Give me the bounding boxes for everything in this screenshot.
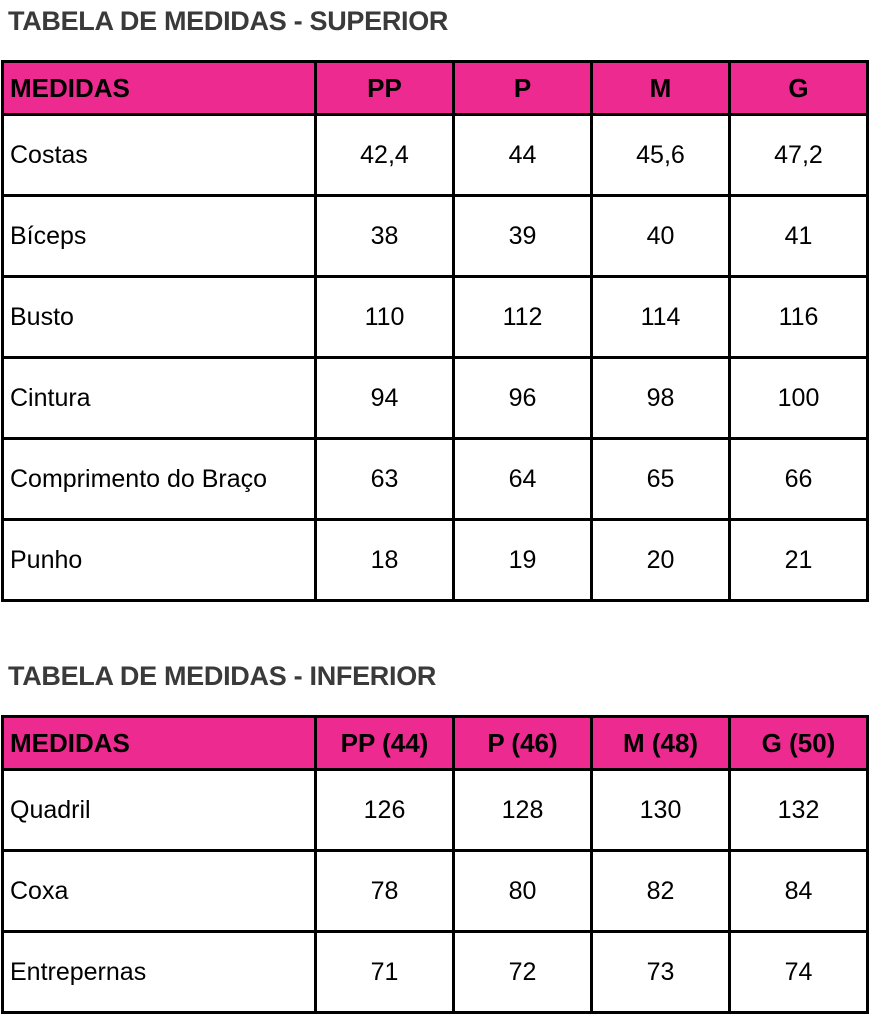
measure-cell: 80 (454, 851, 592, 932)
title-inferior: TABELA DE MEDIDAS - INFERIOR (8, 661, 437, 691)
measure-cell: 74 (730, 932, 868, 1013)
measure-cell: 21 (730, 520, 868, 601)
row-label: Bíceps (3, 196, 316, 277)
measure-cell: 130 (592, 770, 730, 851)
measure-cell: 73 (592, 932, 730, 1013)
measure-cell: 38 (316, 196, 454, 277)
measure-cell: 132 (730, 770, 868, 851)
table-row (3, 196, 868, 277)
measure-cell: 39 (454, 196, 592, 277)
row-label: Costas (3, 115, 316, 196)
measure-cell: 18 (316, 520, 454, 601)
header-cell-size: P (46) (454, 717, 592, 770)
measure-cell: 96 (454, 358, 592, 439)
measure-cell: 40 (592, 196, 730, 277)
header-cell-size: G (50) (730, 717, 868, 770)
header-row (3, 62, 868, 115)
row-label: Busto (3, 277, 316, 358)
measure-cell: 66 (730, 439, 868, 520)
row-label: Coxa (3, 851, 316, 932)
header-cell-size: M (48) (592, 717, 730, 770)
measure-cell: 45,6 (592, 115, 730, 196)
measure-cell: 41 (730, 196, 868, 277)
row-label: Punho (3, 520, 316, 601)
title-superior: TABELA DE MEDIDAS - SUPERIOR (8, 6, 449, 36)
measure-cell: 78 (316, 851, 454, 932)
table-row (3, 115, 868, 196)
measure-cell: 94 (316, 358, 454, 439)
measure-cell: 64 (454, 439, 592, 520)
row-label: Quadril (3, 770, 316, 851)
measure-cell: 44 (454, 115, 592, 196)
row-label: Comprimento do Braço (3, 439, 316, 520)
header-cell-medidas: MEDIDAS (3, 717, 316, 770)
table-row (3, 851, 868, 932)
measure-cell: 47,2 (730, 115, 868, 196)
measure-cell: 110 (316, 277, 454, 358)
header-cell-size: PP (44) (316, 717, 454, 770)
measure-cell: 82 (592, 851, 730, 932)
table-row (3, 770, 868, 851)
table-superior (1, 60, 869, 602)
header-cell-size: G (730, 62, 868, 115)
table-row (3, 520, 868, 601)
measure-cell: 19 (454, 520, 592, 601)
measure-cell: 126 (316, 770, 454, 851)
header-cell-size: PP (316, 62, 454, 115)
measure-cell: 72 (454, 932, 592, 1013)
table-row (3, 358, 868, 439)
measure-cell: 116 (730, 277, 868, 358)
measure-cell: 98 (592, 358, 730, 439)
table-row (3, 277, 868, 358)
measure-cell: 65 (592, 439, 730, 520)
table-inferior (1, 715, 869, 1014)
measure-cell: 100 (730, 358, 868, 439)
measure-cell: 20 (592, 520, 730, 601)
header-cell-size: M (592, 62, 730, 115)
measure-cell: 42,4 (316, 115, 454, 196)
header-row (3, 717, 868, 770)
measure-cell: 63 (316, 439, 454, 520)
table-row (3, 439, 868, 520)
measure-cell: 71 (316, 932, 454, 1013)
table-row (3, 932, 868, 1013)
row-label: Cintura (3, 358, 316, 439)
header-cell-size: P (454, 62, 592, 115)
header-cell-medidas: MEDIDAS (3, 62, 316, 115)
measure-cell: 114 (592, 277, 730, 358)
measure-cell: 128 (454, 770, 592, 851)
measure-cell: 112 (454, 277, 592, 358)
row-label: Entrepernas (3, 932, 316, 1013)
measure-cell: 84 (730, 851, 868, 932)
